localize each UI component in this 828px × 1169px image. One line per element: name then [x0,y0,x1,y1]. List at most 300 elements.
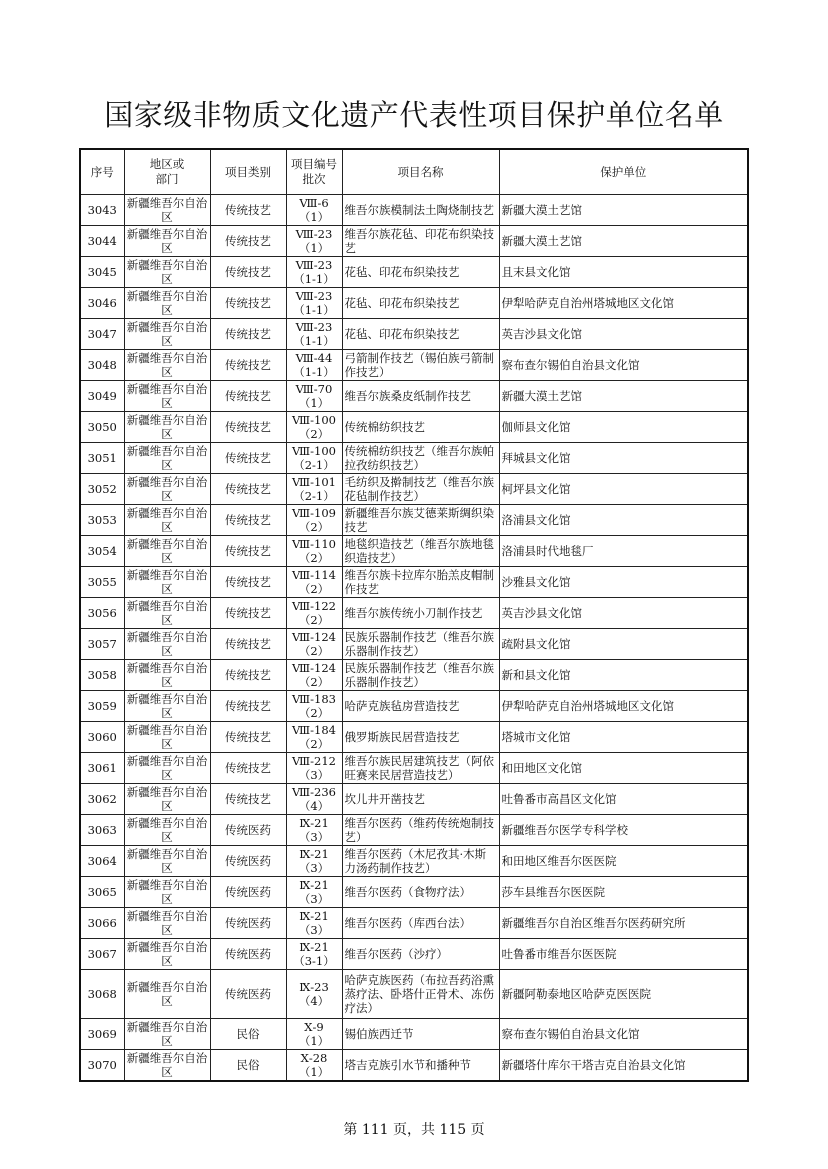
cell-seq [80,970,124,1019]
cell-unit [499,877,748,908]
code-text: Ⅷ-184 [292,723,336,737]
seq-text: 3067 [87,947,117,961]
category-text: 传统技艺 [225,203,271,217]
name-text: 维吾尔族桑皮纸制作技艺 [344,389,471,403]
table-row [80,939,748,970]
region-text: 新疆维吾尔自治区 [126,196,208,224]
page-footer: 第 111 页，共 115 页 [343,1122,485,1138]
code-text: Ⅷ-100 [292,444,336,458]
code-text: Ⅹ-9 [304,1020,324,1034]
category-text: 传统医药 [225,947,271,961]
cell-seq [80,722,124,753]
cell-code [286,908,342,939]
unit-text: 新和县文化馆 [501,668,571,682]
unit-text: 疏附县文化馆 [501,637,571,651]
header-region-line2: 部门 [155,172,179,186]
cell-category [210,660,286,691]
table-row [80,1019,748,1050]
code-text: Ⅷ-124 [292,630,336,644]
cell-seq [80,753,124,784]
name-text: 锡伯族西迁节 [344,1027,414,1041]
batch-text: （1-1） [293,303,335,317]
name-text: 维吾尔族卡拉库尔胎羔皮帽制作技艺 [344,568,494,596]
cell-name [342,908,499,939]
unit-text: 伊犁哈萨克自治州塔城地区文化馆 [501,296,674,310]
name-text: 维吾尔族模制法土陶烧制技艺 [344,203,494,217]
region-text: 新疆维吾尔自治区 [126,847,208,875]
cell-unit [499,691,748,722]
batch-text: （2） [298,706,330,720]
name-text: 哈萨克族毡房营造技艺 [344,699,460,713]
cell-name [342,598,499,629]
region-text: 新疆维吾尔自治区 [126,878,208,906]
table-body [80,195,748,1082]
code-text: Ⅸ-21 [299,909,329,923]
cell-category [210,598,286,629]
region-text: 新疆维吾尔自治区 [126,289,208,317]
seq-text: 3054 [87,544,117,558]
cell-name [342,505,499,536]
table-row [80,629,748,660]
cell-unit [499,846,748,877]
category-text: 传统技艺 [225,699,271,713]
category-text: 传统技艺 [225,637,271,651]
unit-text: 新疆大漠土艺馆 [501,203,582,217]
code-text: Ⅸ-23 [299,980,329,994]
table-row [80,195,748,226]
cell-region [124,474,210,505]
cell-seq [80,226,124,257]
category-text: 传统技艺 [225,761,271,775]
cell-region [124,815,210,846]
name-text: 传统棉纺织技艺 [344,420,425,434]
category-text: 传统技艺 [225,482,271,496]
cell-code [286,288,342,319]
cell-unit [499,629,748,660]
code-text: Ⅷ-212 [292,754,336,768]
cell-code [286,1019,342,1050]
header-region-line1: 地区或 [149,157,185,171]
code-text: Ⅹ-28 [300,1051,328,1065]
cell-code [286,319,342,350]
cell-category [210,1019,286,1050]
cell-seq [80,195,124,226]
header-seq: 序号 [80,149,124,195]
cell-code [286,598,342,629]
table-row [80,443,748,474]
cell-unit [499,257,748,288]
cell-unit [499,939,748,970]
heritage-table [79,148,749,1082]
batch-text: （2） [298,520,330,534]
cell-code [286,691,342,722]
cell-region [124,908,210,939]
category-text: 传统技艺 [225,389,271,403]
cell-region [124,846,210,877]
unit-text: 塔城市文化馆 [501,730,571,744]
cell-region [124,567,210,598]
cell-name [342,195,499,226]
region-text: 新疆维吾尔自治区 [126,568,208,596]
cell-unit [499,908,748,939]
category-text: 传统技艺 [225,296,271,310]
cell-code [286,815,342,846]
region-text: 新疆维吾尔自治区 [126,227,208,255]
seq-text: 3065 [87,885,117,899]
batch-text: （4） [298,994,330,1008]
cell-seq [80,319,124,350]
cell-seq [80,474,124,505]
cell-unit [499,536,748,567]
cell-code [286,381,342,412]
cell-code [286,629,342,660]
cell-region [124,691,210,722]
table-row [80,381,748,412]
batch-text: （1） [298,210,330,224]
cell-unit [499,1019,748,1050]
unit-text: 英吉沙县文化馆 [501,327,582,341]
cell-category [210,226,286,257]
cell-category [210,970,286,1019]
table-row [80,784,748,815]
cell-region [124,505,210,536]
cell-name [342,846,499,877]
seq-text: 3061 [87,761,117,775]
category-text: 传统技艺 [225,668,271,682]
cell-category [210,536,286,567]
cell-name [342,722,499,753]
category-text: 传统医药 [225,854,271,868]
seq-text: 3064 [87,854,117,868]
region-text: 新疆维吾尔自治区 [126,382,208,410]
table-row [80,660,748,691]
category-text: 传统技艺 [225,451,271,465]
seq-text: 3046 [87,296,117,310]
cell-category [210,505,286,536]
batch-text: （3） [298,768,330,782]
batch-text: （3-1） [293,954,335,968]
cell-code [286,753,342,784]
code-text: Ⅷ-23 [295,289,333,303]
region-text: 新疆维吾尔自治区 [126,754,208,782]
seq-text: 3069 [87,1027,117,1041]
table-row [80,536,748,567]
cell-name [342,319,499,350]
table-row [80,257,748,288]
table-row [80,846,748,877]
name-text: 维吾尔医药（库西台法） [344,916,471,930]
cell-seq [80,567,124,598]
category-text: 传统技艺 [225,575,271,589]
region-text: 新疆维吾尔自治区 [126,692,208,720]
name-text: 维吾尔医药（维药传统炮制技艺） [344,816,494,844]
table-row [80,319,748,350]
category-text: 传统医药 [225,916,271,930]
code-text: Ⅷ-110 [292,537,336,551]
name-text: 维吾尔医药（木尼孜其·木斯力汤药制作技艺） [344,847,487,875]
cell-code [286,505,342,536]
batch-text: （3） [298,892,330,906]
table-row [80,505,748,536]
cell-seq [80,505,124,536]
cell-code [286,257,342,288]
cell-name [342,412,499,443]
cell-seq [80,877,124,908]
unit-text: 柯坪县文化馆 [501,482,571,496]
batch-text: （1-1） [293,272,335,286]
table-row [80,412,748,443]
cell-region [124,722,210,753]
cell-seq [80,288,124,319]
batch-text: （3） [298,861,330,875]
category-text: 传统技艺 [225,513,271,527]
unit-text: 新疆大漠土艺馆 [501,389,582,403]
unit-text: 新疆大漠土艺馆 [501,234,582,248]
code-text: Ⅷ-6 [299,196,329,210]
seq-text: 3066 [87,916,117,930]
seq-text: 3060 [87,730,117,744]
name-text: 哈萨克族医药（布拉吾药浴熏蒸疗法、卧塔什正骨术、冻伤疗法） [344,973,494,1015]
cell-unit [499,784,748,815]
cell-unit [499,970,748,1019]
batch-text: （1） [298,396,330,410]
name-text: 坎儿井开凿技艺 [344,792,425,806]
cell-region [124,288,210,319]
cell-unit [499,288,748,319]
cell-seq [80,257,124,288]
batch-text: （2-1） [293,489,335,503]
cell-unit [499,412,748,443]
cell-seq [80,1050,124,1082]
name-text: 维吾尔族传统小刀制作技艺 [344,606,483,620]
cell-code [286,877,342,908]
cell-code [286,970,342,1019]
cell-seq [80,660,124,691]
cell-code [286,350,342,381]
seq-text: 3051 [87,451,117,465]
region-text: 新疆维吾尔自治区 [126,1051,208,1079]
unit-text: 洛浦县文化馆 [501,513,571,527]
table-row [80,753,748,784]
category-text: 传统技艺 [225,265,271,279]
cell-category [210,443,286,474]
seq-text: 3045 [87,265,117,279]
cell-name [342,970,499,1019]
unit-text: 吐鲁番市维吾尔医医院 [501,947,617,961]
seq-text: 3055 [87,575,117,589]
cell-name [342,381,499,412]
category-text: 传统医药 [225,823,271,837]
name-text: 民族乐器制作技艺（维吾尔族乐器制作技艺） [344,630,494,658]
cell-category [210,877,286,908]
cell-name [342,660,499,691]
code-text: Ⅷ-124 [292,661,336,675]
batch-text: （2） [298,427,330,441]
table-header-row [80,149,748,195]
cell-category [210,350,286,381]
cell-seq [80,381,124,412]
cell-region [124,660,210,691]
cell-unit [499,226,748,257]
table-row [80,722,748,753]
unit-text: 新疆维吾尔自治区维吾尔医药研究所 [501,916,686,930]
cell-name [342,288,499,319]
region-text: 新疆维吾尔自治区 [126,630,208,658]
name-text: 维吾尔族花毡、印花布织染技艺 [344,227,494,255]
name-text: 维吾尔医药（沙疗） [344,947,448,961]
cell-unit [499,474,748,505]
category-text: 传统技艺 [225,234,271,248]
cell-region [124,939,210,970]
cell-unit [499,505,748,536]
cell-code [286,939,342,970]
cell-unit [499,815,748,846]
cell-category [210,753,286,784]
unit-text: 察布查尔锡伯自治县文化馆 [501,1027,640,1041]
cell-category [210,939,286,970]
cell-unit [499,598,748,629]
cell-name [342,877,499,908]
cell-seq [80,784,124,815]
batch-text: （1） [298,241,330,255]
cell-seq [80,939,124,970]
category-text: 传统技艺 [225,327,271,341]
cell-code [286,226,342,257]
region-text: 新疆维吾尔自治区 [126,940,208,968]
cell-seq [80,815,124,846]
cell-name [342,226,499,257]
header-code [286,149,342,195]
code-text: Ⅸ-21 [299,816,329,830]
name-text: 毛纺织及擀制技艺（维吾尔族花毡制作技艺） [344,475,494,503]
category-text: 传统技艺 [225,420,271,434]
code-text: Ⅸ-21 [299,878,329,892]
code-text: Ⅸ-21 [299,940,329,954]
cell-region [124,536,210,567]
cell-category [210,412,286,443]
cell-name [342,257,499,288]
cell-region [124,412,210,443]
code-text: Ⅷ-101 [292,475,336,489]
seq-text: 3052 [87,482,117,496]
batch-text: （1-1） [293,365,335,379]
cell-code [286,846,342,877]
cell-seq [80,846,124,877]
region-text: 新疆维吾尔自治区 [126,599,208,627]
cell-seq [80,443,124,474]
cell-category [210,691,286,722]
cell-unit [499,660,748,691]
seq-text: 3050 [87,420,117,434]
unit-text: 和田地区文化馆 [501,761,582,775]
cell-name [342,815,499,846]
batch-text: （3） [298,830,330,844]
name-text: 民族乐器制作技艺（维吾尔族乐器制作技艺） [344,661,494,689]
header-name: 项目名称 [342,149,499,195]
table-row [80,226,748,257]
batch-text: （1-1） [293,334,335,348]
cell-category [210,195,286,226]
header-code-line2: 批次 [302,172,326,186]
code-text: Ⅷ-70 [295,382,333,396]
page-title: 国家级非物质文化遗产代表性项目保护单位名单 [104,98,724,132]
cell-seq [80,1019,124,1050]
batch-text: （2） [298,644,330,658]
seq-text: 3063 [87,823,117,837]
seq-text: 3059 [87,699,117,713]
cell-name [342,474,499,505]
batch-text: （2） [298,737,330,751]
cell-unit [499,195,748,226]
batch-text: （1） [298,1034,330,1048]
batch-text: （1） [298,1065,330,1079]
unit-text: 莎车县维吾尔医医院 [501,885,605,899]
code-text: Ⅷ-23 [295,320,333,334]
table-row [80,350,748,381]
code-text: Ⅷ-100 [292,413,336,427]
category-text: 传统技艺 [225,730,271,744]
cell-code [286,412,342,443]
category-text: 传统技艺 [225,792,271,806]
cell-category [210,288,286,319]
table-row [80,691,748,722]
seq-text: 3056 [87,606,117,620]
code-text: Ⅷ-114 [292,568,336,582]
cell-name [342,629,499,660]
header-region [124,149,210,195]
unit-text: 新疆维吾尔医学专科学校 [501,823,628,837]
name-text: 传统棉纺织技艺（维吾尔族帕拉孜纺织技艺） [344,444,494,472]
batch-text: （2） [298,675,330,689]
region-text: 新疆维吾尔自治区 [126,785,208,813]
category-text: 传统技艺 [225,606,271,620]
code-text: Ⅷ-23 [295,258,333,272]
cell-category [210,784,286,815]
cell-region [124,381,210,412]
unit-text: 拜城县文化馆 [501,451,571,465]
cell-unit [499,753,748,784]
cell-region [124,753,210,784]
cell-name [342,350,499,381]
category-text: 民俗 [236,1027,260,1041]
table-row [80,970,748,1019]
region-text: 新疆维吾尔自治区 [126,320,208,348]
region-text: 新疆维吾尔自治区 [126,506,208,534]
cell-unit [499,381,748,412]
cell-seq [80,908,124,939]
cell-category [210,257,286,288]
cell-category [210,319,286,350]
cell-seq [80,412,124,443]
cell-region [124,877,210,908]
seq-text: 3048 [87,358,117,372]
table-row [80,1050,748,1082]
header-code-line1: 项目编号 [291,157,337,171]
table-row [80,815,748,846]
region-text: 新疆维吾尔自治区 [126,723,208,751]
name-text: 维吾尔族民居建筑技艺（阿依旺赛来民居营造技艺） [344,754,494,782]
cell-name [342,1050,499,1082]
cell-region [124,1050,210,1082]
name-text: 弓箭制作技艺（锡伯族弓箭制作技艺） [344,351,494,379]
cell-region [124,1019,210,1050]
cell-name [342,753,499,784]
unit-text: 察布查尔锡伯自治县文化馆 [501,358,640,372]
cell-name [342,784,499,815]
seq-text: 3068 [87,987,117,1001]
region-text: 新疆维吾尔自治区 [126,537,208,565]
name-text: 塔吉克族引水节和播种节 [344,1058,471,1072]
